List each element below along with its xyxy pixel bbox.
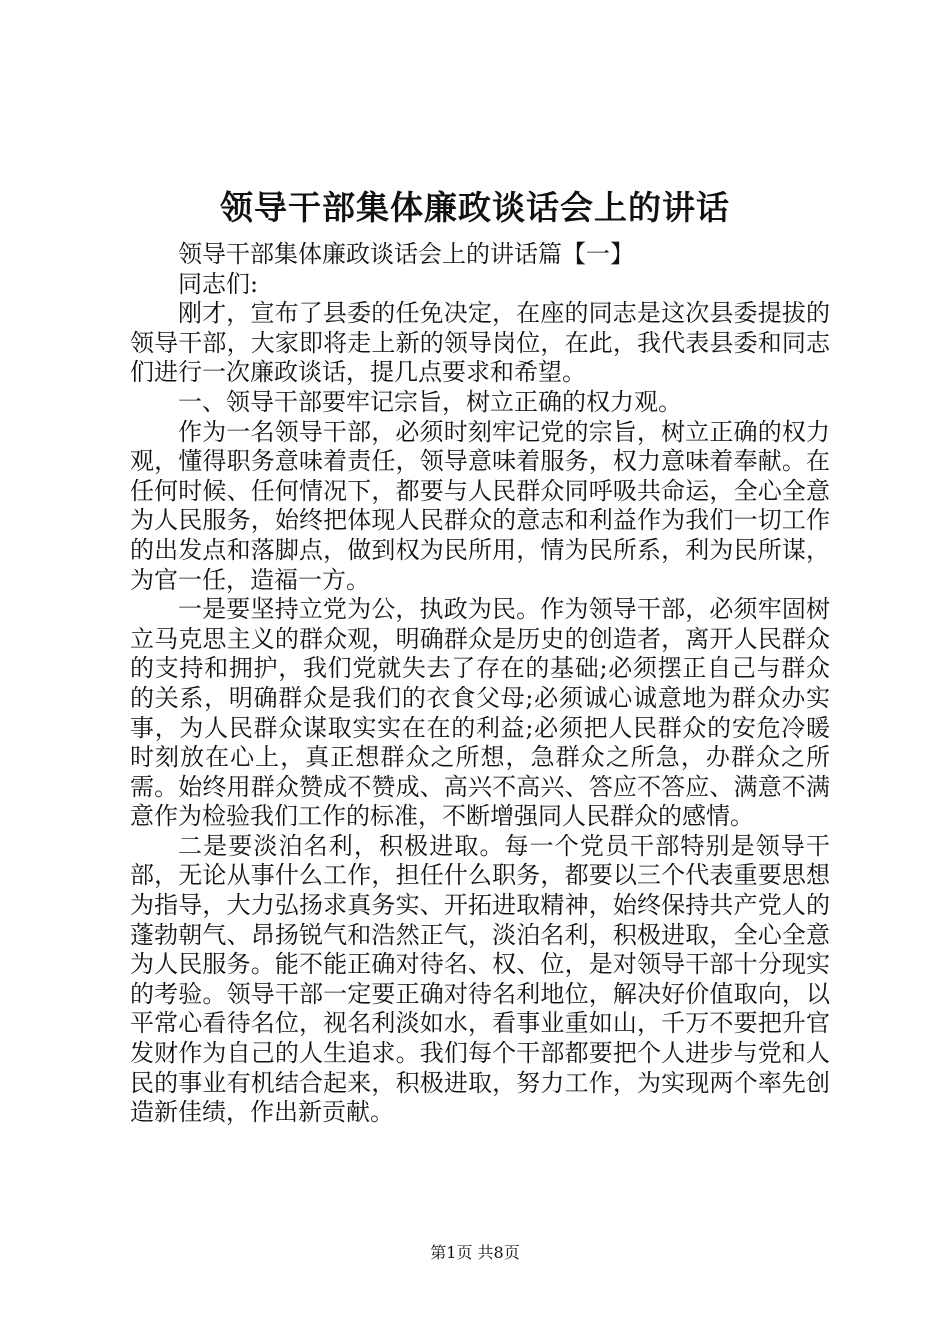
salutation: 同志们: — [178, 269, 259, 298]
document-body — [130, 240, 830, 1128]
paragraph: 二是要淡泊名利，积极进取。每一个党员干部特别是领导干部，无论从事什么工作，担任什么职务，都要以三个代表重要思想为指导，大力弘扬求真务实、开拓进取精神，始终保持共产党人的蓬勃朝气、昂扬锐气和浩然正气，淡泊名利，积极进取，全心全意为人民服务。能不能正确对待名、权、位，是对领导干部十分现实的考验。领导干部一定要正确对待名利地位，解决好价值取向，以平常心看待名位，视名利淡如水，看事业重如山，千万不要把升官发财作为自己的人生追求。我们每个干部都要把个人进步与党和人民的事业有机结合起来，积极进取，努力工作，为实现两个率先创造新佳绩，作出新贡献。 — [130, 831, 830, 1127]
paragraph: 一是要坚持立党为公，执政为民。作为领导干部，必须牢固树立马克思主义的群众观，明确群众是历史的创造者，离开人民群众的支持和拥护，我们党就失去了存在的基础;必须摆正自己与群众的关系，明确群众是我们的衣食父母;必须诚心诚意地为群众办实事，为人民群众谋取实实在在的利益;必须把人民群众的安危冷暖时刻放在心上，真正想群众之所想，急群众之所急，办群众之所需。始终用群众赞成不赞成、高兴不高兴、答应不答应、满意不满意作为检验我们工作的标准，不断增强同人民群众的感情。 — [130, 595, 830, 831]
paragraph: 作为一名领导干部，必须时刻牢记党的宗旨，树立正确的权力观，懂得职务意味着责任，领导意味着服务，权力意味着奉献。在任何时候、任何情况下，都要与人民群众同呼吸共命运，全心全意为人民服务，始终把体现人民群众的意志和利益作为我们一切工作的出发点和落脚点，做到权为民所用，情为民所系，利为民所谋，为官一任，造福一方。 — [130, 417, 830, 594]
document-title: 领导干部集体廉政谈话会上的讲话 — [220, 188, 730, 227]
section-heading: 领导干部集体廉政谈话会上的讲话篇【一】 — [178, 240, 634, 268]
point-heading: 一、领导干部要牢记宗旨，树立正确的权力观。 — [178, 387, 682, 416]
paragraph: 刚才，宣布了县委的任免决定，在座的同志是这次县委提拔的领导干部，大家即将走上新的领导岗位，在此，我代表县委和同志们进行一次廉政谈话，提几点要求和希望。 — [130, 299, 830, 387]
page-footer: 第1页 共8页 — [430, 1243, 520, 1262]
